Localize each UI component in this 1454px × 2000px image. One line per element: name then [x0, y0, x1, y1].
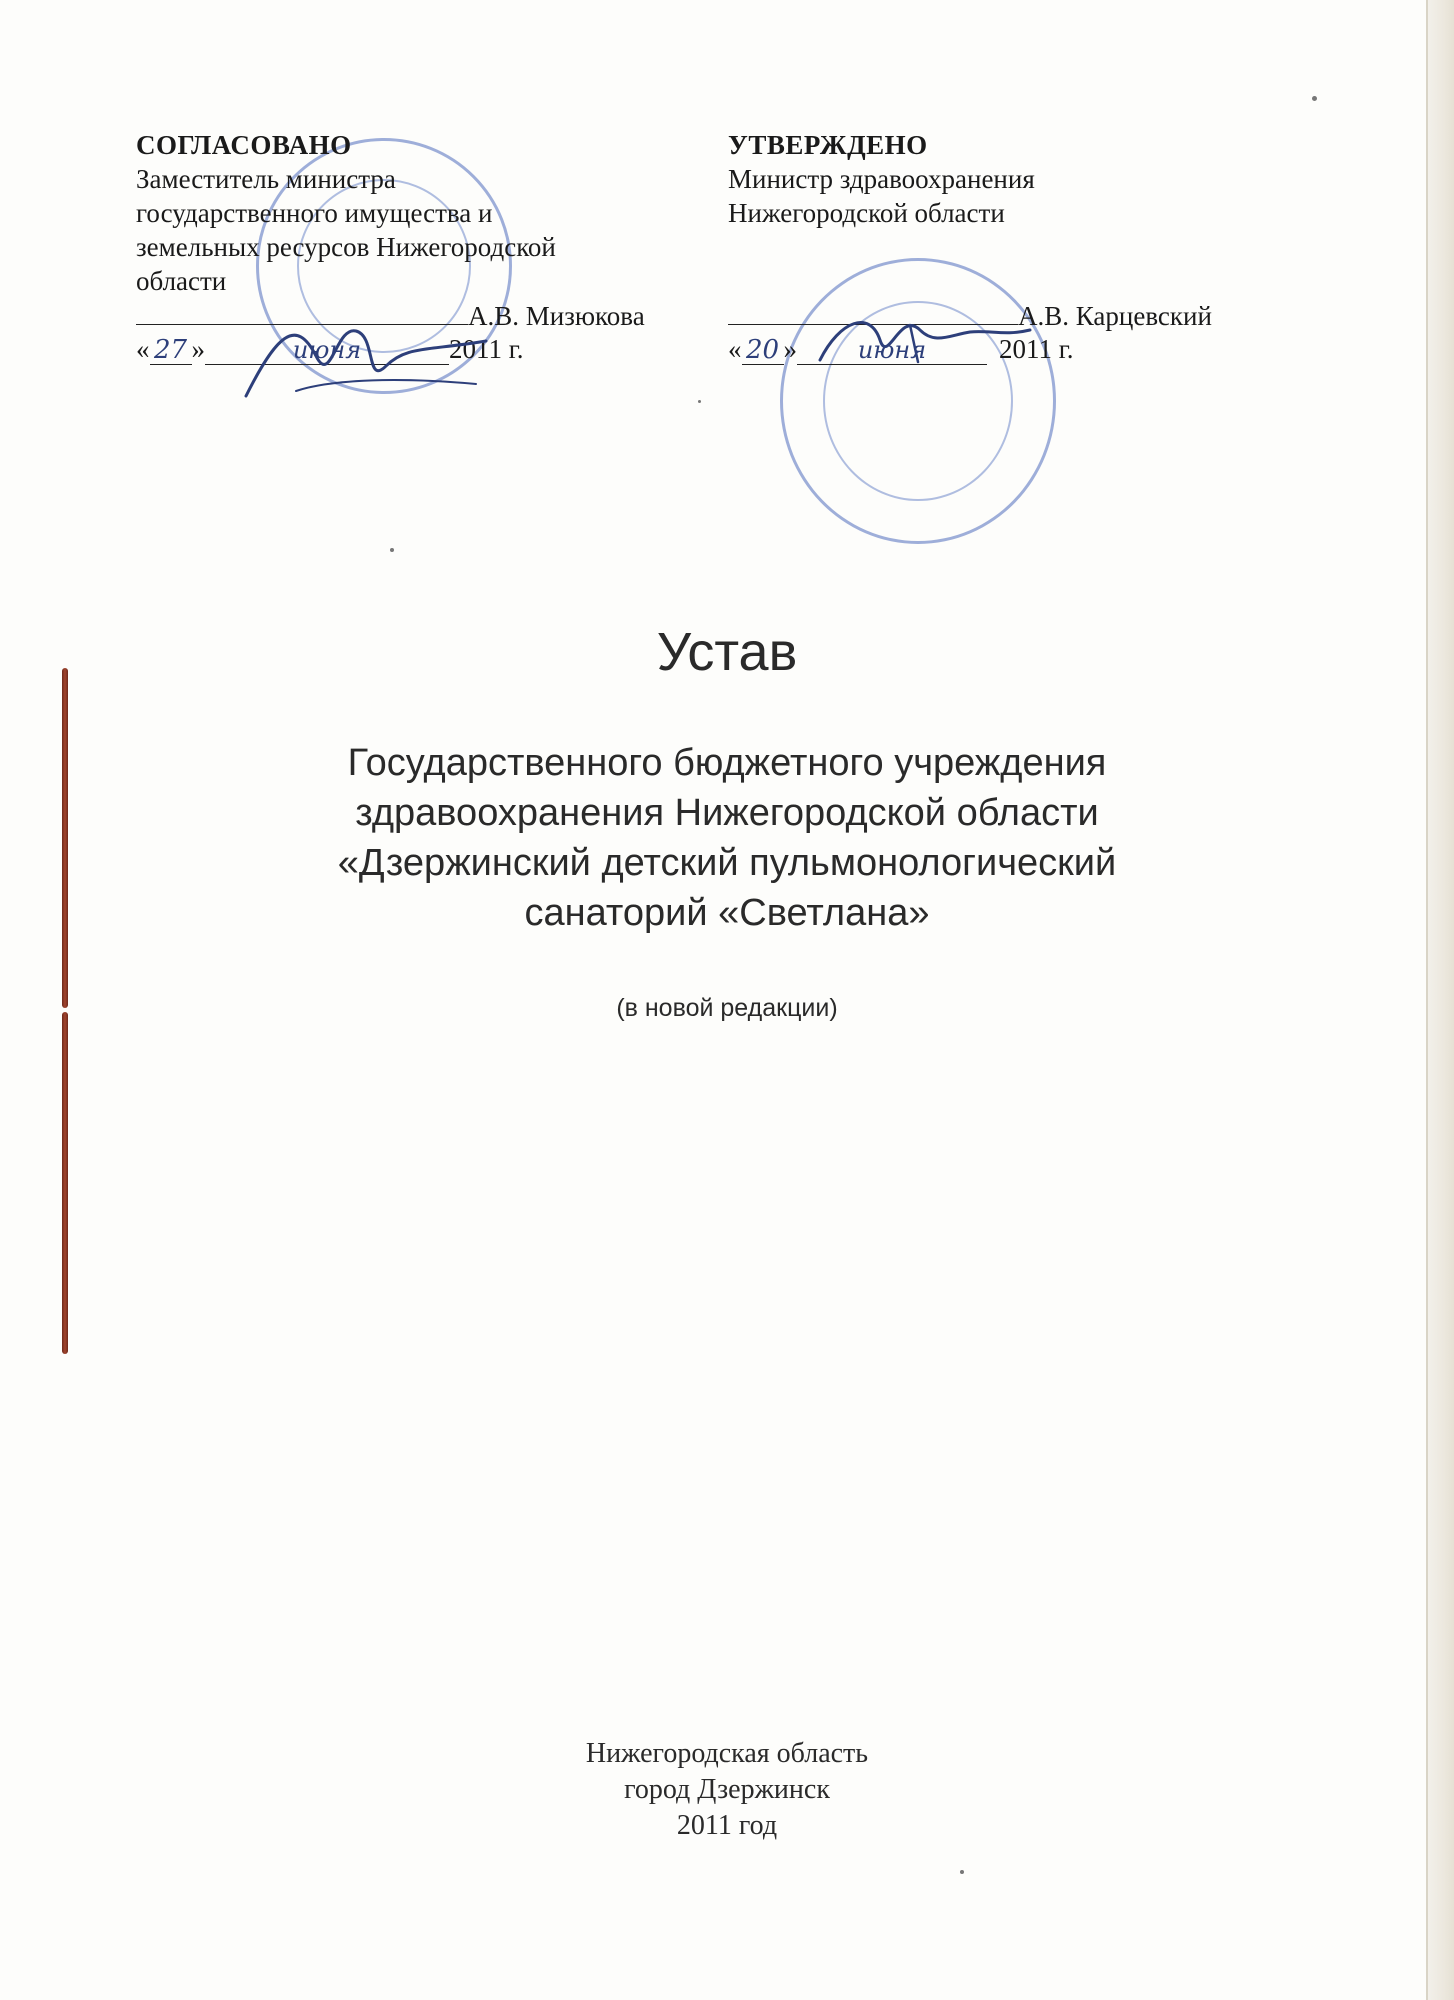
agreed-position-line-4: области: [136, 266, 227, 296]
footer-region: Нижегородская область: [585, 1738, 869, 1769]
agreed-heading: СОГЛАСОВАНО: [136, 130, 352, 160]
agreed-position-line-2: государственного имущества и: [136, 198, 493, 228]
institution-name: [0, 738, 1454, 938]
institution-name-line-3: «Дзержинский детский пульмонологический: [337, 842, 1117, 884]
approved-date-open-quote: «: [728, 334, 742, 364]
agreed-date-open-quote: «: [136, 334, 150, 364]
footer-year: 2011 год: [676, 1810, 778, 1841]
scan-speck: [698, 400, 701, 403]
institution-name-line-4: санаторий «Светлана»: [524, 892, 930, 934]
approved-heading: УТВЕРЖДЕНО: [728, 130, 928, 160]
approved-date-day: 20: [742, 336, 784, 365]
institution-name-line-1: Государственного бюджетного учреждения: [347, 742, 1107, 784]
right-handwritten-signature: [800, 290, 1040, 390]
agreed-position-line-1: Заместитель министра: [136, 164, 396, 194]
agreed-date-year: 2011 г.: [449, 334, 524, 364]
scan-speck: [1312, 96, 1317, 101]
approved-position-line-1: Министр здравоохранения: [728, 164, 1035, 194]
approved-date-year: 2011 г.: [999, 334, 1074, 364]
agreed-signatory-name: А.В. Мизюкова: [468, 301, 645, 331]
scan-speck: [960, 1870, 964, 1874]
agreed-date-day: 27: [150, 336, 192, 365]
document-title: Устав: [656, 622, 798, 682]
place-and-year: [0, 1736, 1454, 1844]
approved-date-close-quote: »: [783, 334, 797, 364]
agreed-date-close-quote: »: [191, 334, 205, 364]
institution-name-line-2: здравоохранения Нижегородской области: [355, 792, 1099, 834]
approved-blank-line-1: [728, 230, 1288, 264]
edition-note: (в новой редакции): [616, 994, 838, 1022]
approved-date-month: июня: [797, 336, 987, 365]
binding-thread-bottom: [62, 1012, 68, 1354]
left-handwritten-signature: [236, 296, 496, 416]
agreed-date-month: июня: [205, 336, 449, 365]
approved-position-line-2: Нижегородской области: [728, 198, 1005, 228]
footer-city: город Дзержинск: [624, 1774, 830, 1805]
approved-signatory-name: А.В. Карцевский: [1018, 301, 1212, 331]
agreed-position-line-3: земельных ресурсов Нижегородской: [136, 232, 556, 262]
scan-speck: [390, 548, 394, 552]
